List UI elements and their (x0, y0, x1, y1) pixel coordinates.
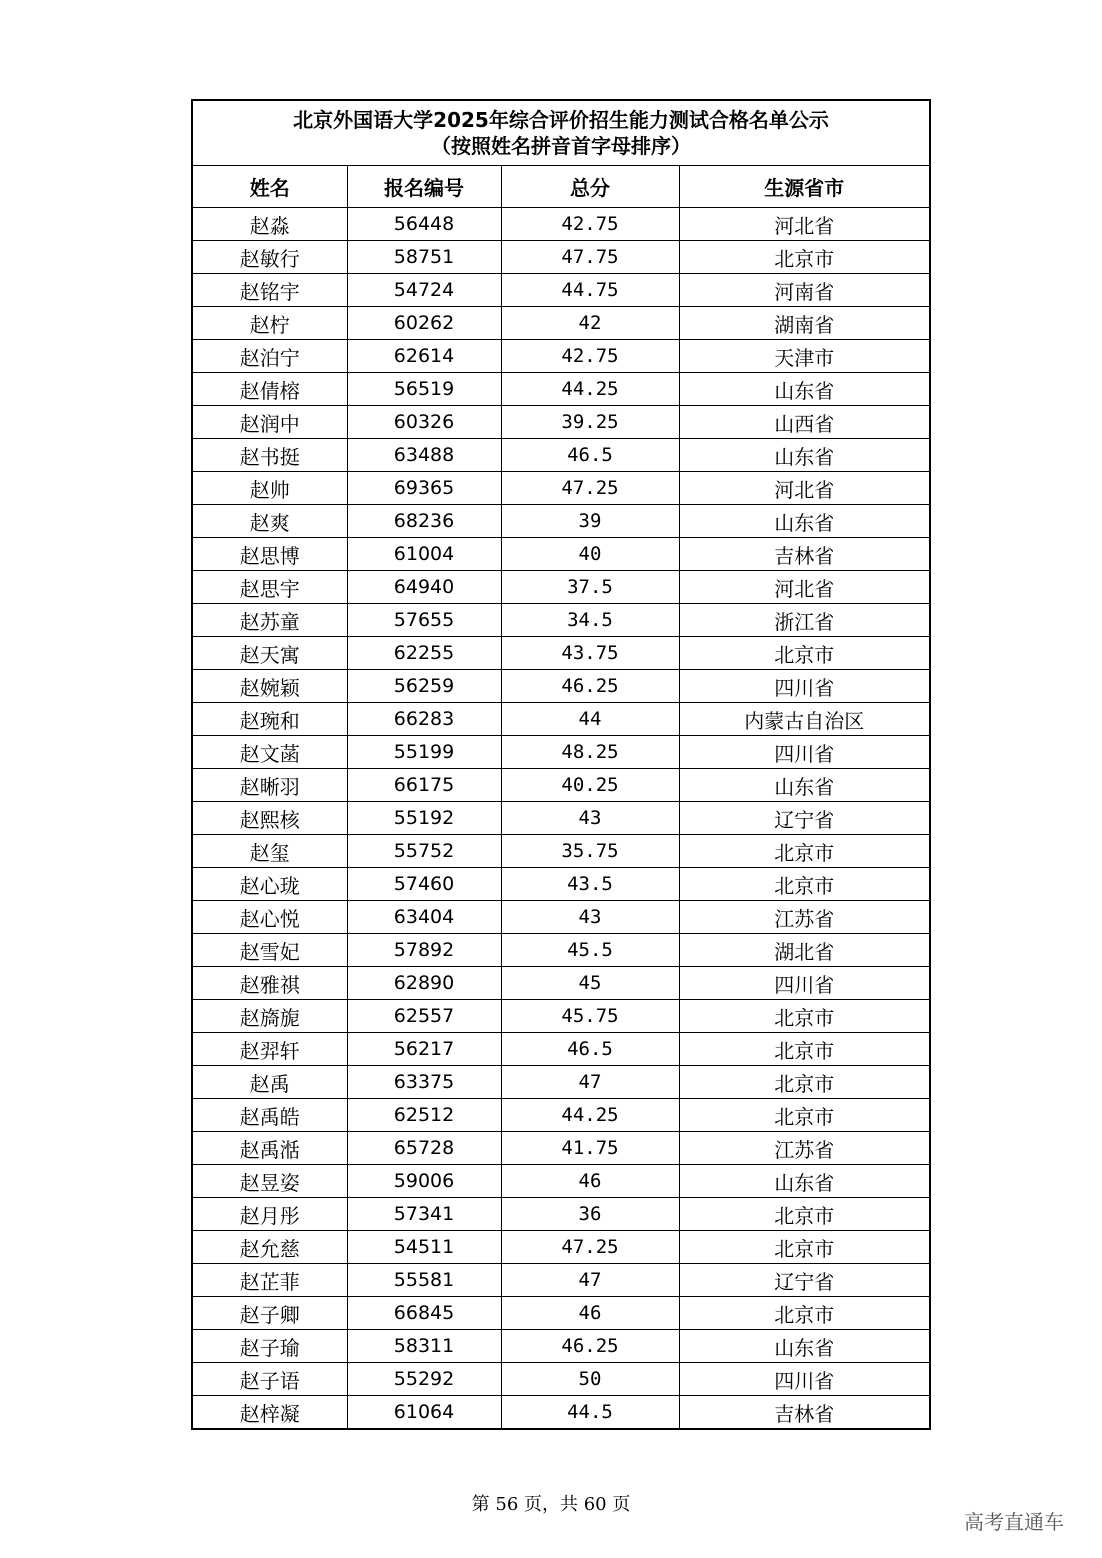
cell-province: 北京市 (679, 1033, 929, 1066)
cell-registration-number: 57460 (347, 868, 501, 901)
cell-province: 吉林省 (679, 538, 929, 571)
cell-province: 天津市 (679, 340, 929, 373)
cell-province: 山东省 (679, 769, 929, 802)
cell-total-score: 39.25 (501, 406, 679, 439)
table-row (193, 571, 929, 604)
cell-registration-number: 62512 (347, 1099, 501, 1132)
header-province: 生源省市 (679, 166, 929, 208)
cell-total-score: 40 (501, 538, 679, 571)
cell-name: 赵泊宁 (193, 340, 347, 373)
cell-name: 赵书挺 (193, 439, 347, 472)
cell-total-score: 45.5 (501, 934, 679, 967)
cell-province: 山东省 (679, 439, 929, 472)
cell-name: 赵心珑 (193, 868, 347, 901)
cell-total-score: 44.5 (501, 1396, 679, 1429)
cell-name: 赵铭宇 (193, 274, 347, 307)
cell-name: 赵晰羽 (193, 769, 347, 802)
header-total-score: 总分 (501, 166, 679, 208)
cell-province: 北京市 (679, 1231, 929, 1264)
cell-province: 吉林省 (679, 1396, 929, 1429)
cell-name: 赵禹湉 (193, 1132, 347, 1165)
cell-province: 浙江省 (679, 604, 929, 637)
table-body (193, 208, 929, 1429)
page-number: 第 56 页，共 60 页 (471, 1494, 631, 1515)
cell-registration-number: 54724 (347, 274, 501, 307)
cell-registration-number: 61064 (347, 1396, 501, 1429)
cell-province: 四川省 (679, 967, 929, 1000)
cell-province: 山东省 (679, 505, 929, 538)
cell-province: 辽宁省 (679, 1264, 929, 1297)
cell-registration-number: 55752 (347, 835, 501, 868)
cell-name: 赵苏童 (193, 604, 347, 637)
table-row (193, 505, 929, 538)
cell-registration-number: 57655 (347, 604, 501, 637)
cell-name: 赵熙核 (193, 802, 347, 835)
cell-total-score: 44 (501, 703, 679, 736)
table-row (193, 1198, 929, 1231)
cell-province: 北京市 (679, 1297, 929, 1330)
cell-name: 赵婉颖 (193, 670, 347, 703)
cell-name: 赵子语 (193, 1363, 347, 1396)
cell-registration-number: 60262 (347, 307, 501, 340)
cell-name: 赵禹皓 (193, 1099, 347, 1132)
cell-province: 湖南省 (679, 307, 929, 340)
cell-total-score: 45 (501, 967, 679, 1000)
cell-province: 山东省 (679, 1330, 929, 1363)
cell-province: 北京市 (679, 1066, 929, 1099)
cell-registration-number: 56217 (347, 1033, 501, 1066)
table-row (193, 769, 929, 802)
cell-total-score: 47 (501, 1066, 679, 1099)
cell-total-score: 47.25 (501, 1231, 679, 1264)
document-title: 北京外国语大学2025年综合评价招生能力测试合格名单公示 (293, 108, 829, 132)
cell-name: 赵雪妃 (193, 934, 347, 967)
table-row (193, 538, 929, 571)
table-row (193, 604, 929, 637)
cell-province: 北京市 (679, 835, 929, 868)
cell-name: 赵旖旎 (193, 1000, 347, 1033)
cell-province: 北京市 (679, 241, 929, 274)
cell-province: 北京市 (679, 1099, 929, 1132)
cell-registration-number: 66175 (347, 769, 501, 802)
cell-name: 赵禹 (193, 1066, 347, 1099)
table-row (193, 1033, 929, 1066)
cell-registration-number: 63404 (347, 901, 501, 934)
cell-name: 赵帅 (193, 472, 347, 505)
cell-total-score: 42 (501, 307, 679, 340)
cell-province: 北京市 (679, 637, 929, 670)
cell-registration-number: 62557 (347, 1000, 501, 1033)
cell-total-score: 44.25 (501, 1099, 679, 1132)
cell-total-score: 46 (501, 1297, 679, 1330)
cell-province: 河南省 (679, 274, 929, 307)
cell-name: 赵淼 (193, 208, 347, 241)
cell-total-score: 39 (501, 505, 679, 538)
cell-registration-number: 58311 (347, 1330, 501, 1363)
cell-registration-number: 65728 (347, 1132, 501, 1165)
cell-registration-number: 62890 (347, 967, 501, 1000)
cell-total-score: 45.75 (501, 1000, 679, 1033)
table-row (193, 1396, 929, 1429)
cell-registration-number: 56519 (347, 373, 501, 406)
table-row (193, 373, 929, 406)
cell-registration-number: 60326 (347, 406, 501, 439)
table-row (193, 274, 929, 307)
table-row (193, 835, 929, 868)
table-row (193, 967, 929, 1000)
cell-registration-number: 57892 (347, 934, 501, 967)
cell-name: 赵敏行 (193, 241, 347, 274)
cell-registration-number: 62255 (347, 637, 501, 670)
table-row (193, 307, 929, 340)
title-block (193, 101, 929, 166)
cell-registration-number: 55292 (347, 1363, 501, 1396)
table-row (193, 1231, 929, 1264)
cell-total-score: 41.75 (501, 1132, 679, 1165)
cell-province: 内蒙古自治区 (679, 703, 929, 736)
cell-name: 赵文菡 (193, 736, 347, 769)
cell-name: 赵爽 (193, 505, 347, 538)
cell-total-score: 37.5 (501, 571, 679, 604)
cell-registration-number: 63488 (347, 439, 501, 472)
cell-province: 北京市 (679, 1000, 929, 1033)
table-row (193, 670, 929, 703)
cell-total-score: 46.25 (501, 670, 679, 703)
cell-name: 赵月彤 (193, 1198, 347, 1231)
cell-name: 赵梓凝 (193, 1396, 347, 1429)
cell-name: 赵羿轩 (193, 1033, 347, 1066)
header-name: 姓名 (193, 166, 347, 208)
table-row (193, 637, 929, 670)
table-row (193, 1066, 929, 1099)
cell-registration-number: 56259 (347, 670, 501, 703)
cell-province: 河北省 (679, 472, 929, 505)
results-table (193, 166, 929, 1428)
cell-total-score: 46.25 (501, 1330, 679, 1363)
table-row (193, 439, 929, 472)
cell-registration-number: 64940 (347, 571, 501, 604)
table-row (193, 1264, 929, 1297)
cell-province: 山东省 (679, 373, 929, 406)
table-row (193, 1297, 929, 1330)
cell-registration-number: 66283 (347, 703, 501, 736)
cell-registration-number: 66845 (347, 1297, 501, 1330)
cell-total-score: 40.25 (501, 769, 679, 802)
cell-total-score: 47 (501, 1264, 679, 1297)
cell-name: 赵柠 (193, 307, 347, 340)
header-registration-number: 报名编号 (347, 166, 501, 208)
cell-total-score: 46.5 (501, 1033, 679, 1066)
cell-name: 赵琬和 (193, 703, 347, 736)
cell-name: 赵倩榕 (193, 373, 347, 406)
cell-province: 湖北省 (679, 934, 929, 967)
cell-total-score: 43 (501, 901, 679, 934)
cell-total-score: 36 (501, 1198, 679, 1231)
cell-registration-number: 55581 (347, 1264, 501, 1297)
cell-total-score: 50 (501, 1363, 679, 1396)
cell-name: 赵玺 (193, 835, 347, 868)
cell-total-score: 43 (501, 802, 679, 835)
cell-province: 山东省 (679, 1165, 929, 1198)
table-row (193, 703, 929, 736)
cell-total-score: 44.25 (501, 373, 679, 406)
cell-total-score: 44.75 (501, 274, 679, 307)
results-sheet (191, 99, 931, 1430)
cell-total-score: 42.75 (501, 340, 679, 373)
cell-total-score: 46.5 (501, 439, 679, 472)
cell-total-score: 43.75 (501, 637, 679, 670)
table-row (193, 1330, 929, 1363)
table-row (193, 802, 929, 835)
table-row (193, 934, 929, 967)
cell-name: 赵子卿 (193, 1297, 347, 1330)
document-subtitle: （按照姓名拼音首字母排序） (431, 134, 691, 158)
cell-total-score: 35.75 (501, 835, 679, 868)
table-row (193, 1363, 929, 1396)
cell-province: 北京市 (679, 1198, 929, 1231)
cell-name: 赵子瑜 (193, 1330, 347, 1363)
cell-registration-number: 58751 (347, 241, 501, 274)
cell-registration-number: 63375 (347, 1066, 501, 1099)
cell-province: 江苏省 (679, 1132, 929, 1165)
table-row (193, 406, 929, 439)
cell-total-score: 47.25 (501, 472, 679, 505)
cell-name: 赵润中 (193, 406, 347, 439)
cell-name: 赵心悦 (193, 901, 347, 934)
cell-province: 四川省 (679, 670, 929, 703)
cell-registration-number: 69365 (347, 472, 501, 505)
header-row (193, 166, 929, 208)
cell-province: 山西省 (679, 406, 929, 439)
cell-total-score: 34.5 (501, 604, 679, 637)
cell-total-score: 43.5 (501, 868, 679, 901)
cell-province: 四川省 (679, 736, 929, 769)
cell-name: 赵天寓 (193, 637, 347, 670)
cell-registration-number: 59006 (347, 1165, 501, 1198)
cell-registration-number: 56448 (347, 208, 501, 241)
cell-province: 四川省 (679, 1363, 929, 1396)
cell-province: 北京市 (679, 868, 929, 901)
cell-registration-number: 62614 (347, 340, 501, 373)
cell-registration-number: 54511 (347, 1231, 501, 1264)
table-row (193, 241, 929, 274)
table-row (193, 472, 929, 505)
cell-name: 赵芷菲 (193, 1264, 347, 1297)
cell-registration-number: 57341 (347, 1198, 501, 1231)
table-row (193, 1132, 929, 1165)
table-row (193, 208, 929, 241)
table-row (193, 868, 929, 901)
table-row (193, 901, 929, 934)
table-row (193, 1000, 929, 1033)
table-row (193, 1099, 929, 1132)
cell-name: 赵思宇 (193, 571, 347, 604)
cell-province: 河北省 (679, 571, 929, 604)
cell-total-score: 46 (501, 1165, 679, 1198)
cell-province: 江苏省 (679, 901, 929, 934)
table-row (193, 1165, 929, 1198)
cell-total-score: 42.75 (501, 208, 679, 241)
cell-province: 河北省 (679, 208, 929, 241)
cell-province: 辽宁省 (679, 802, 929, 835)
cell-total-score: 48.25 (501, 736, 679, 769)
cell-name: 赵昱姿 (193, 1165, 347, 1198)
table-row (193, 736, 929, 769)
cell-total-score: 47.75 (501, 241, 679, 274)
cell-name: 赵雅祺 (193, 967, 347, 1000)
cell-registration-number: 55192 (347, 802, 501, 835)
watermark: 高考直通车 (964, 1510, 1064, 1534)
table-row (193, 340, 929, 373)
cell-name: 赵思博 (193, 538, 347, 571)
cell-registration-number: 55199 (347, 736, 501, 769)
cell-registration-number: 68236 (347, 505, 501, 538)
cell-name: 赵允慈 (193, 1231, 347, 1264)
cell-registration-number: 61004 (347, 538, 501, 571)
